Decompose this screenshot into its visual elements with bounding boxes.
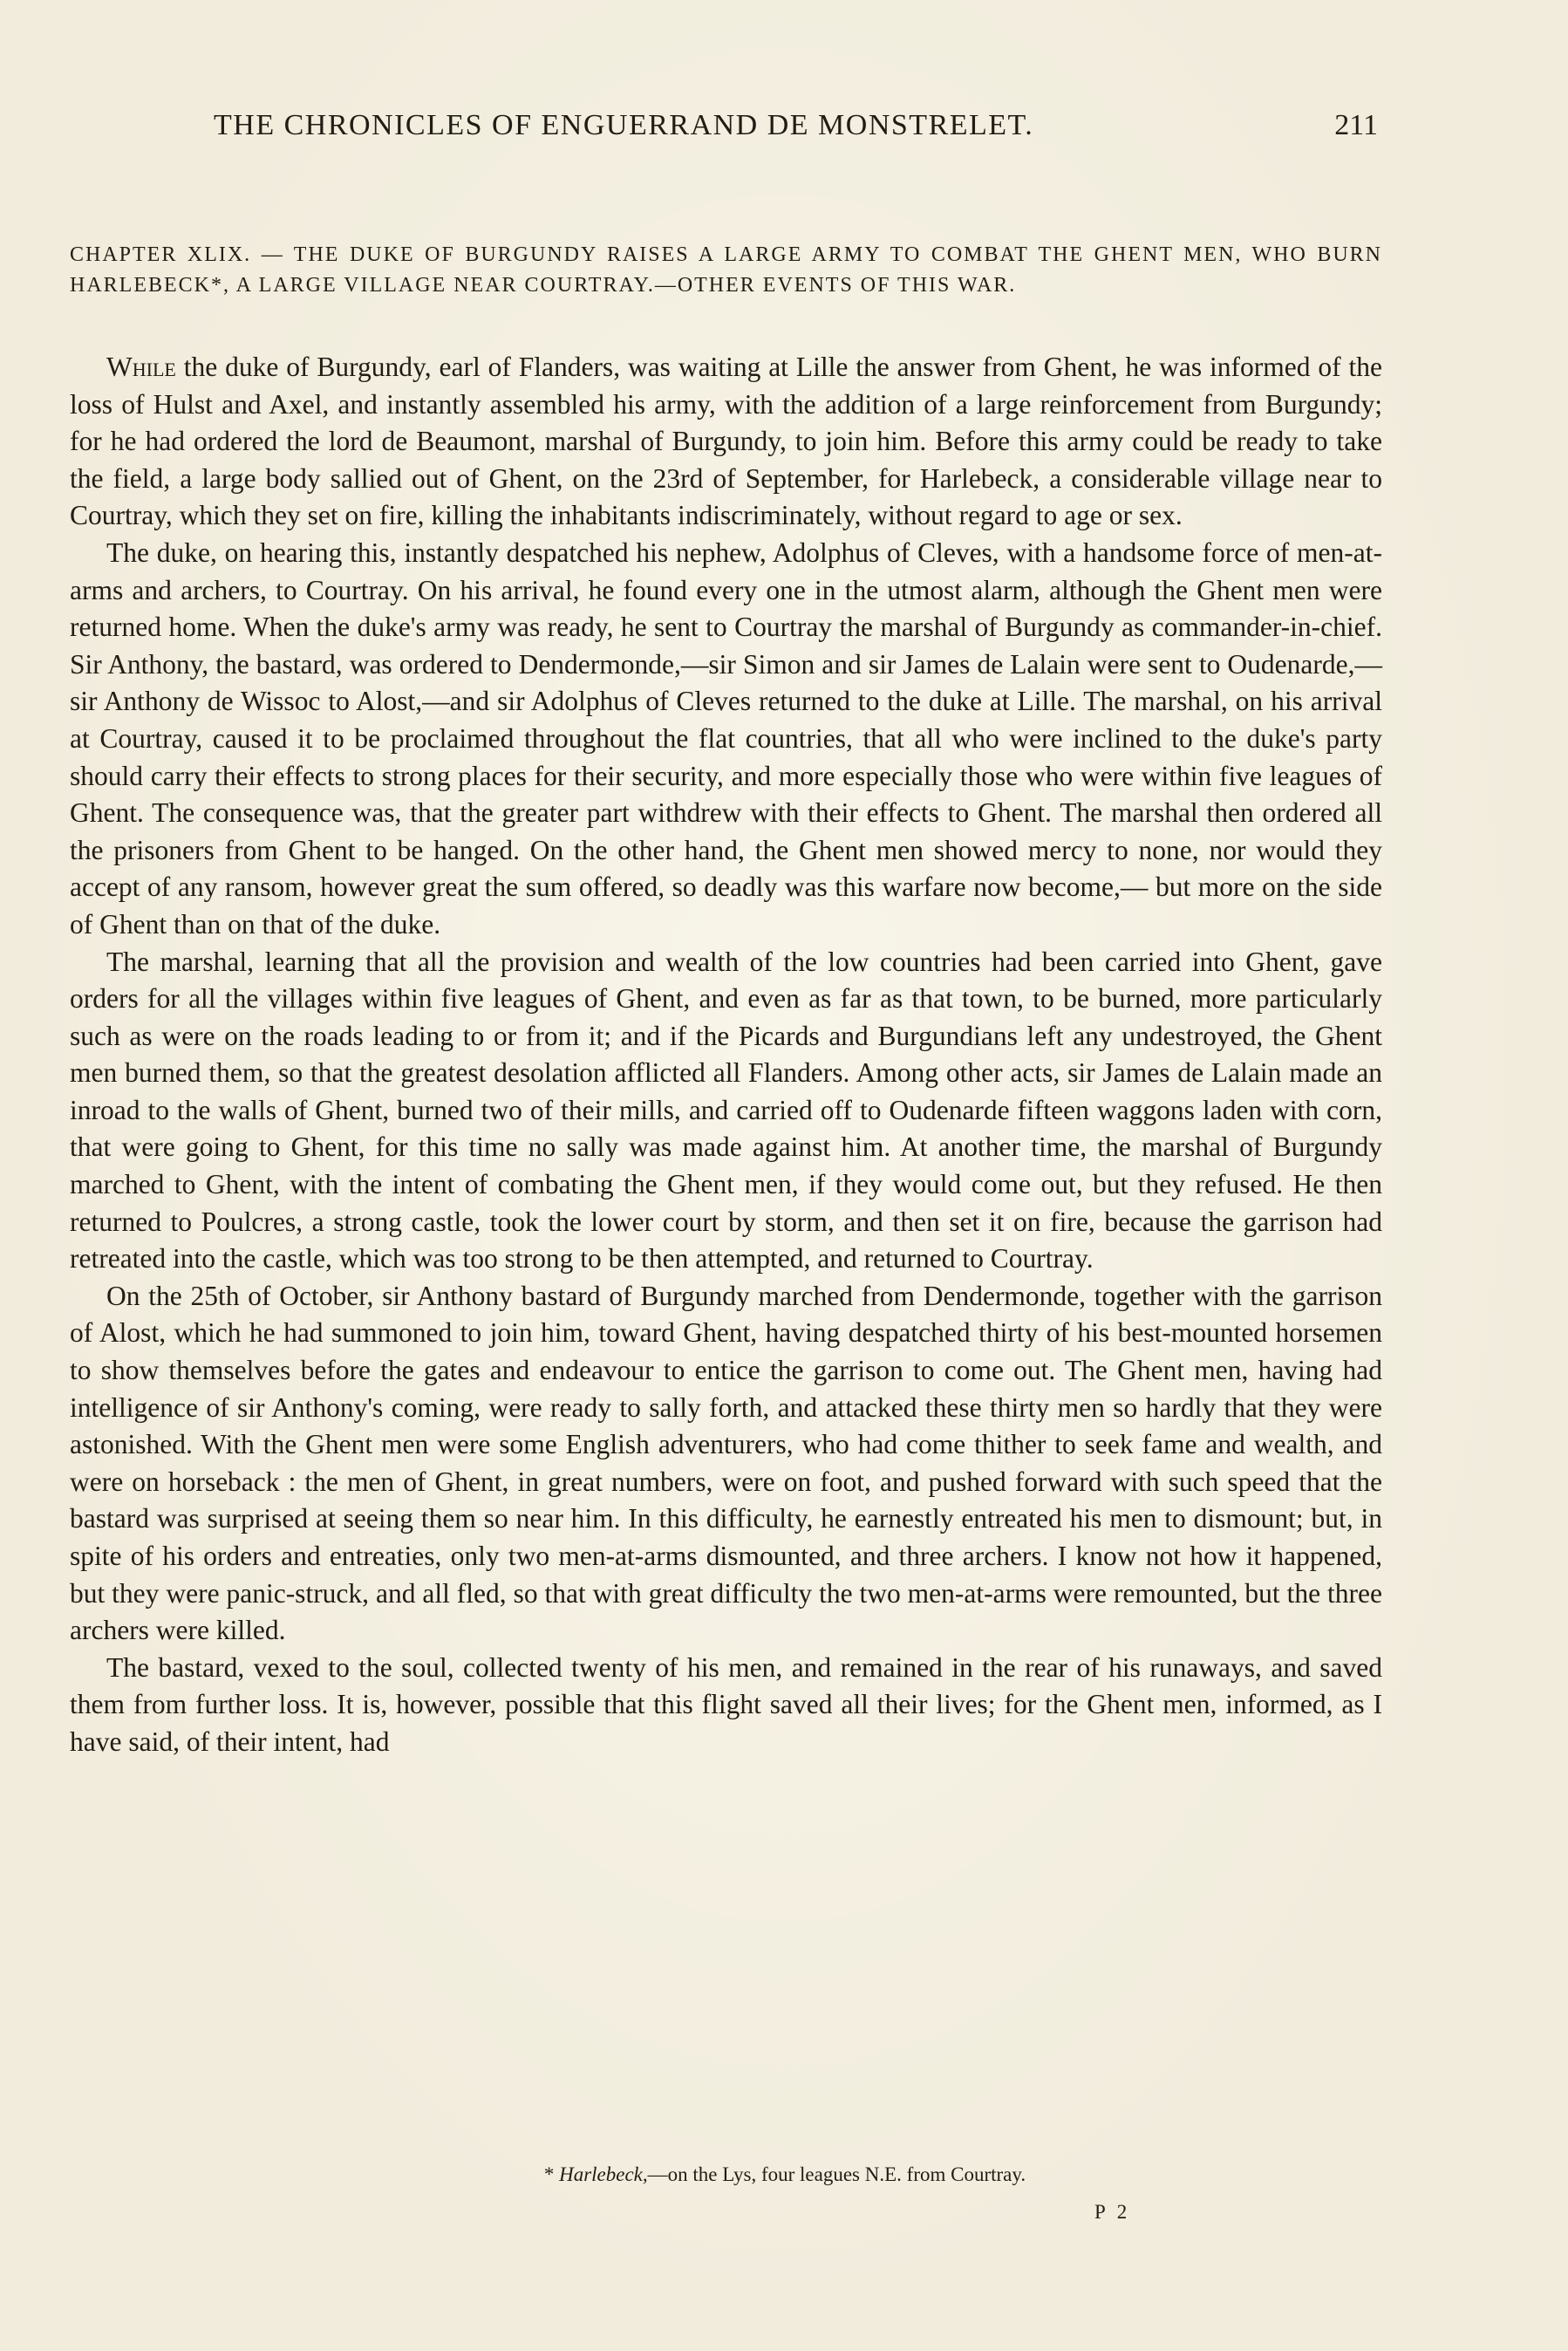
- paragraph-1-text: the duke of Burgundy, earl of Flanders, was waiting at Lille the answer from Ghent, he was informed of the loss of Hulst and Axel, and instantly assembled his army, with the addition of a large reinforcement from Burgundy; for he had ordered the lord de Beaumont, marshal of Burgundy, to join him. Before this army could be ready to take the field, a large body sallied out of Ghent, on the 23rd of September, for Harlebeck, a considerable village near to Courtray, which they set on fire, killing the inhabitants indiscriminately, without regard to age or sex.: [70, 352, 1382, 531]
- paragraph-4: On the 25th of October, sir Anthony bastard of Burgundy marched from Dendermonde, together with the garrison of Alost, which he had summoned to join him, toward Ghent, having despatched thirty of his best-mounted horsemen to show themselves before the gates and endeavour to entice the garrison to come out. The Ghent men, having had intelligence of sir Anthony's coming, were ready to sally forth, and attacked these thirty men so hardly that they were astonished. With the Ghent men were some English adventurers, who had come thither to seek fame and wealth, and were on horseback : the men of Ghent, in great numbers, were on foot, and pushed forward with such speed that the bastard was surprised at seeing them so near him. In this difficulty, he earnestly entreated his men to dismount; but, in spite of his orders and entreaties, only two men-at-arms dismounted, and three archers. I know not how it happened, but they were panic-struck, and all fled, so that with great difficulty the two men-at-arms were remounted, but the three archers were killed.: [70, 1280, 1382, 1646]
- running-title: THE CHRONICLES OF ENGUERRAND DE MONSTRELET.: [214, 109, 1034, 141]
- signature-mark: P 2: [1094, 2201, 1131, 2223]
- paragraph-5: The bastard, vexed to the soul, collected twenty of his men, and remained in the rear of his runaways, and saved them from further loss. It is, however, possible that this flight saved all their lives; for the Ghent men, informed, as I have said, of their intent, had: [70, 1651, 1382, 1757]
- body-text: [70, 349, 1382, 1761]
- footnote-marker: *: [543, 2163, 560, 2185]
- paragraph-1-lead: While: [106, 352, 176, 382]
- chapter-heading: CHAPTER XLIX. — THE DUKE OF BURGUNDY RAISES A LARGE ARMY TO COMBAT THE GHENT MEN, WHO BURN HARLEBECK*, A LARGE VILLAGE NEAR COURTRAY.—OTHER EVENTS OF THIS WAR.: [70, 243, 1382, 297]
- footnote-text: —on the Lys, four leagues N.E. from Courtray.: [647, 2163, 1026, 2185]
- page-number: 211: [1334, 109, 1378, 141]
- paragraph-3: The marshal, learning that all the provision and wealth of the low countries had been carried into Ghent, gave orders for all the villages within five leagues of Ghent, and even as far as that town, to be burned, more particularly such as were on the roads leading to or from it; and if the Picards and Burgundians left any undestroyed, the Ghent men burned them, so that the greatest desolation afflicted all Flanders. Among other acts, sir James de Lalain made an inroad to the walls of Ghent, burned two of their mills, and carried off to Oudenarde fifteen waggons laden with corn, that were going to Ghent, for this time no sally was made against him. At another time, the marshal of Burgundy marched to Ghent, with the intent of combating the Ghent men, if they would come out, but they refused. He then returned to Poulcres, a strong castle, took the lower court by storm, and then set it on fire, because the garrison had retreated into the castle, which was too strong to be then attempted, and returned to Courtray.: [70, 946, 1382, 1275]
- footnote: [366, 2162, 1203, 2188]
- footnote-term: Harlebeck,: [559, 2163, 648, 2185]
- paragraph-1: [70, 349, 1382, 535]
- paragraph-2: The duke, on hearing this, instantly despatched his nephew, Adolphus of Cleves, with a handsome force of men-at-arms and archers, to Courtray. On his arrival, he found every one in the utmost alarm, although the Ghent men were returned home. When the duke's army was ready, he sent to Courtray the marshal of Burgundy as commander-in-chief. Sir Anthony, the bastard, was ordered to Dendermonde,—sir Simon and sir James de Lalain were sent to Oudenarde,—sir Anthony de Wissoc to Alost,—and sir Adolphus of Cleves returned to the duke at Lille. The marshal, on his arrival at Courtray, caused it to be proclaimed throughout the flat countries, that all who were inclined to the duke's party should carry their effects to strong places for their security, and more especially those who were within five leagues of Ghent. The consequence was, that the greater part withdrew with their effects to Ghent. The marshal then ordered all the prisoners from Ghent to be hanged. On the other hand, the Ghent men showed mercy to none, nor would they accept of any ransom, however great the sum offered, so deadly was this warfare now become,— but more on the side of Ghent than on that of the duke.: [70, 536, 1382, 940]
- running-head: [214, 109, 1378, 151]
